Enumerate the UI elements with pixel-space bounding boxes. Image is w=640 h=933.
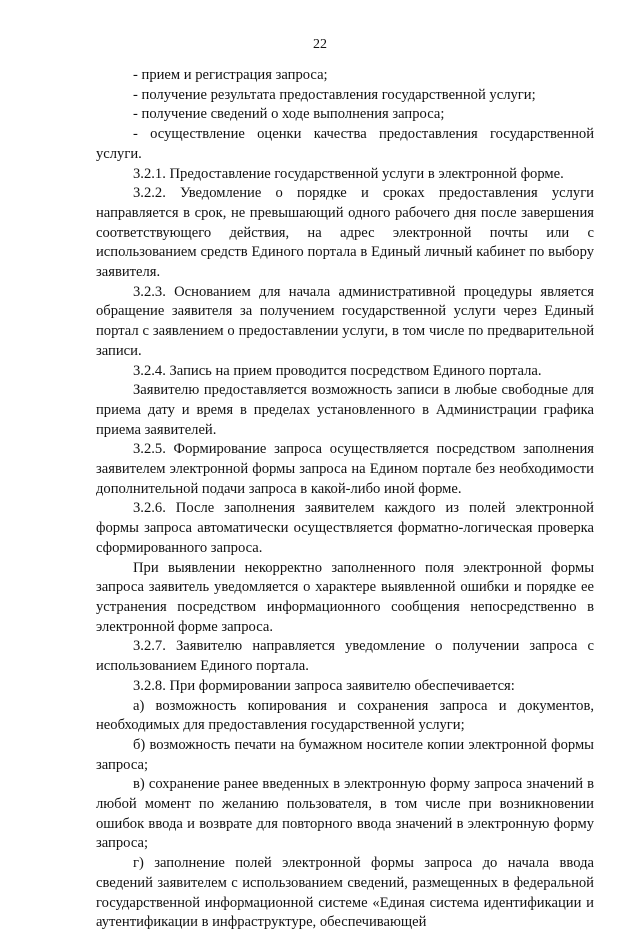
paragraph-3-2-3: 3.2.3. Основанием для начала административной процедуры является обращение заявителя за получением государственной услуги через Единый портал с заявлением о предоставлении услуги, в том числе по предварительной записи. xyxy=(96,283,594,359)
paragraph-error-notice: При выявлении некорректно заполненного поля электронной формы запроса заявитель уведомляется о характере выявленной ошибки и порядке ее устранения посредством информационного сообщения непосредственно в электронной форме запроса. xyxy=(96,559,594,635)
list-item-reception: - прием и регистрация запроса; xyxy=(133,67,328,83)
paragraph-3-2-6: 3.2.6. После заполнения заявителем каждого из полей электронной формы запроса автоматически осуществляется форматно-логическая проверка сформированного запроса. xyxy=(96,500,594,556)
sub-item-v: в) сохранение ранее введенных в электронную форму запроса значений в любой момент по желанию пользователя, в том числе при возникновении ошибок ввода и возврате для повторного ввода значений в электронную форму запроса; xyxy=(96,776,594,852)
list-item-result: - получение результата предоставления государственной услуги; xyxy=(133,86,536,103)
document-body xyxy=(96,66,594,933)
page-number: 22 xyxy=(313,37,327,52)
list-item-quality-assessment: - осуществление оценки качества предоставления государственной услуги. xyxy=(96,126,594,162)
paragraph-appointment: Заявителю предоставляется возможность записи в любые свободные для приема дату и время в пределах установленного в Администрации графика приема заявителей. xyxy=(96,382,594,438)
list-item-status: - получение сведений о ходе выполнения запроса; xyxy=(133,106,445,123)
sub-item-b: б) возможность печати на бумажном носителе копии электронной формы запроса; xyxy=(96,736,594,773)
paragraph-3-2-1: 3.2.1. Предоставление государственной услуги в электронной форме. xyxy=(133,165,564,182)
paragraph-3-2-8: 3.2.8. При формировании запроса заявителю обеспечивается: xyxy=(133,677,515,694)
paragraph-3-2-4: 3.2.4. Запись на прием проводится посредством Единого портала. xyxy=(133,362,542,379)
sub-item-a: а) возможность копирования и сохранения запроса и документов, необходимых для предоставления государственной услуги; xyxy=(96,697,594,734)
paragraph-3-2-5: 3.2.5. Формирование запроса осуществляется посредством заполнения заявителем электронной формы запроса на Едином портале без необходимости дополнительной подачи запроса в какой-либо иной форме. xyxy=(96,441,594,497)
paragraph-3-2-2: 3.2.2. Уведомление о порядке и сроках предоставления услуги направляется в срок, не превышающий одного рабочего дня после завершения соответствующего действия, на адрес электронной почты или с использованием средств Единого портала в Единый личный кабинет по выбору заявителя. xyxy=(96,185,594,281)
paragraph-3-2-7: 3.2.7. Заявителю направляется уведомление о получении запроса с использованием Единого портала. xyxy=(96,638,594,675)
sub-item-g: г) заполнение полей электронной формы запроса до начала ввода сведений заявителем с использованием сведений, размещенных в федеральной государственной информационной системе «Единая система идентификации и аутентификации в инфраструктуре, обеспечивающей xyxy=(96,855,594,931)
